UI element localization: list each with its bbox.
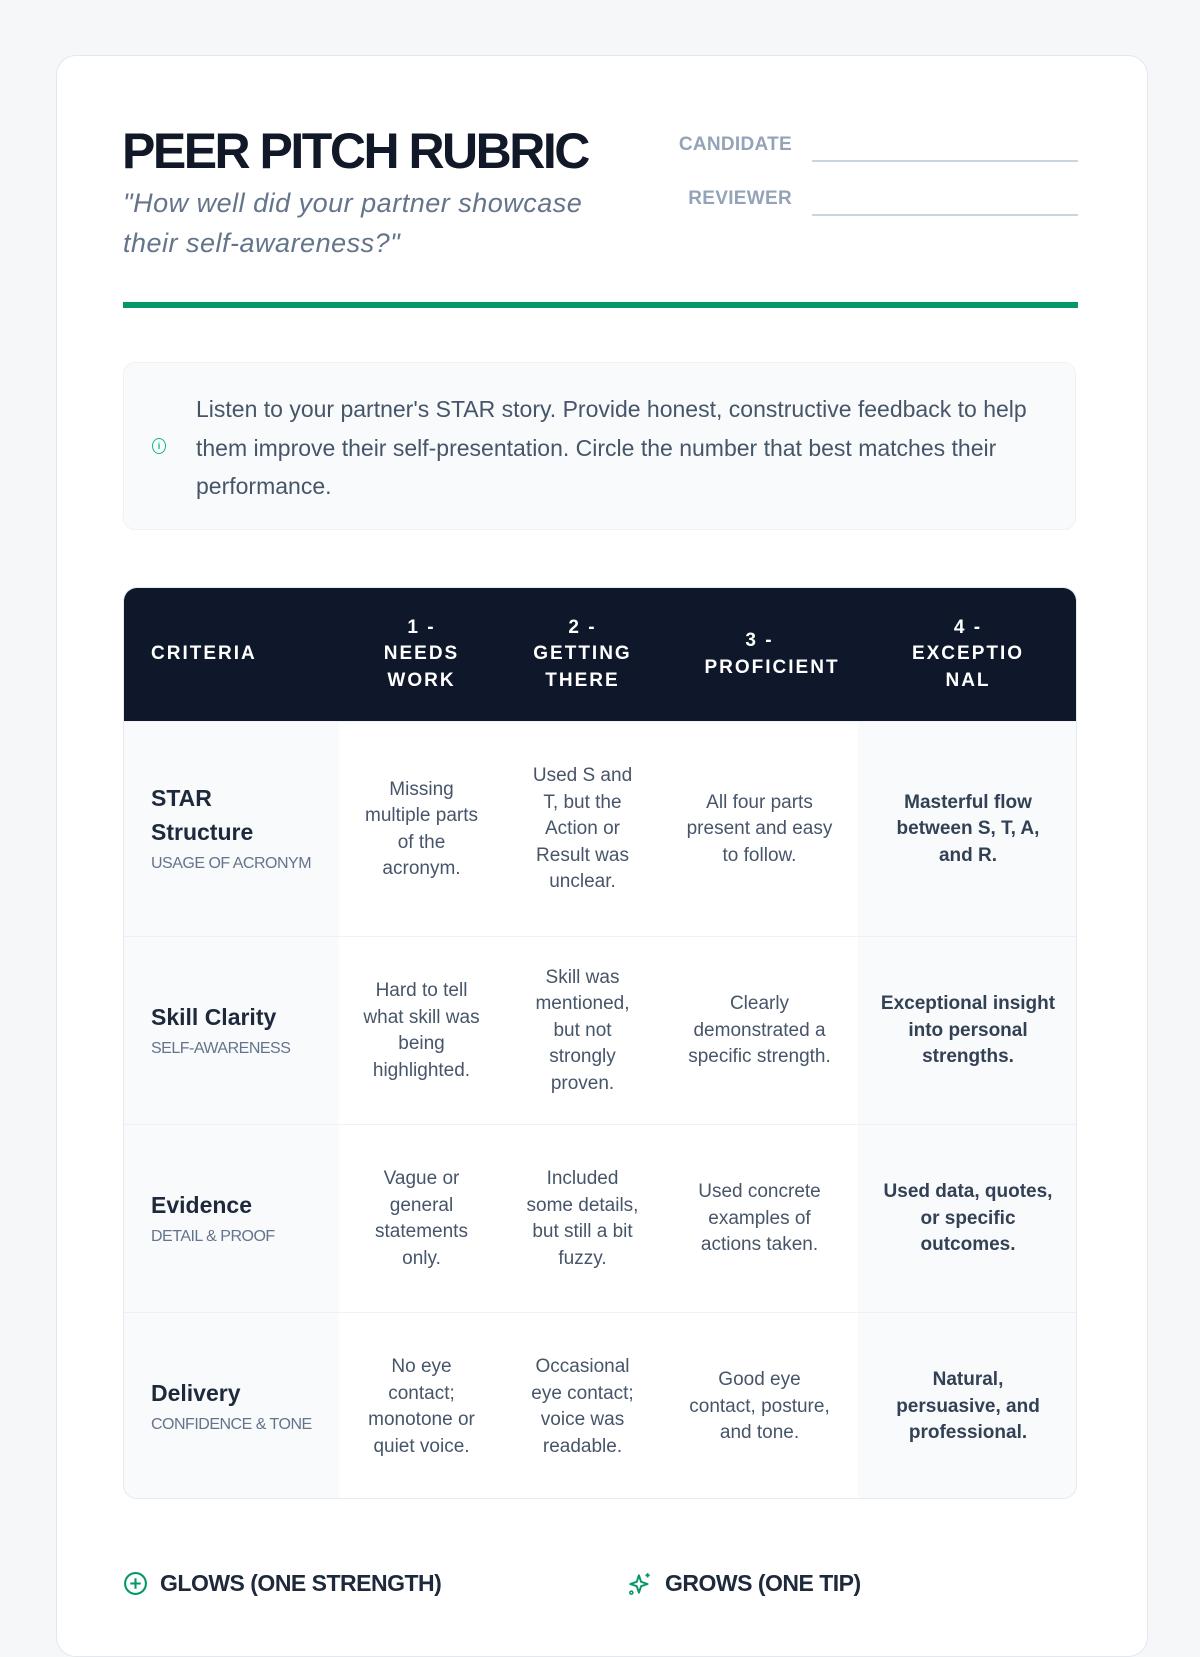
- header-criteria: CRITERIA: [151, 643, 257, 665]
- candidate-label: CANDIDATE: [678, 134, 792, 155]
- page-subtitle: "How well did your partner showcase their self-awareness?": [123, 188, 583, 258]
- criteria-name: STAR Structure: [151, 785, 254, 846]
- rubric-table: [123, 587, 1077, 1499]
- score-cell-1[interactable]: Missing multiple parts of the acronym.: [365, 778, 478, 879]
- score-cell-2[interactable]: Included some details, but still a bit fuzzy.: [526, 1168, 639, 1269]
- reviewer-input[interactable]: [812, 214, 1078, 216]
- grows-heading: GROWS (ONE TIP): [627, 1570, 861, 1597]
- header-divider: [123, 302, 1078, 308]
- score-cell-1[interactable]: Vague or general statements only.: [375, 1168, 468, 1269]
- header-level-4: 4 - EXCEPTIONAL: [911, 616, 1025, 691]
- reviewer-label: REVIEWER: [688, 188, 792, 209]
- criteria-subtitle: DETAIL & PROOF: [151, 1227, 275, 1245]
- score-cell-2[interactable]: Used S and T, but the Action or Result was unclear.: [532, 765, 633, 893]
- criteria-cell: [124, 1125, 339, 1313]
- info-circle-icon: i: [152, 438, 166, 454]
- page-title: PEER PITCH RUBRIC: [122, 123, 588, 179]
- header-level-2: 2 - GETTING THERE: [533, 616, 632, 691]
- instructions-text: Listen to your partner's STAR story. Provide honest, constructive feedback to help them improve their self-presentation. Circle the number that best matches their performance.: [196, 396, 1027, 499]
- score-cell-3[interactable]: Clearly demonstrated a specific strength.: [688, 993, 831, 1068]
- criteria-cell: [124, 1313, 339, 1499]
- score-cell-3[interactable]: All four parts present and easy to follow.: [686, 791, 833, 866]
- table-row-star-structure: [124, 721, 1076, 937]
- score-cell-1[interactable]: No eye contact; monotone or quiet voice.: [368, 1356, 475, 1457]
- criteria-name: Evidence: [151, 1191, 252, 1218]
- header-level-1: 1 - NEEDS WORK: [383, 616, 460, 691]
- glows-heading: GLOWS (ONE STRENGTH): [123, 1570, 441, 1597]
- table-header: [124, 588, 1076, 721]
- criteria-subtitle: SELF-AWARENESS: [151, 1039, 291, 1057]
- score-cell-1[interactable]: Hard to tell what skill was being highlighted.: [363, 980, 480, 1081]
- instructions-box: [123, 362, 1076, 530]
- reviewer-field: [660, 176, 1078, 216]
- criteria-cell: [124, 722, 339, 937]
- table-row-delivery: [124, 1312, 1076, 1499]
- table-row-evidence: [124, 1124, 1076, 1313]
- score-cell-3[interactable]: Good eye contact, posture, and tone.: [689, 1369, 830, 1444]
- header-level-3: 3 - PROFICIENT: [704, 630, 840, 678]
- candidate-field: [660, 122, 1078, 162]
- score-cell-2[interactable]: Skill was mentioned, but not strongly proven.: [535, 966, 630, 1094]
- plus-circle-icon: [123, 1571, 148, 1596]
- criteria-cell: [124, 937, 339, 1125]
- table-row-skill-clarity: [124, 936, 1076, 1125]
- score-cell-4[interactable]: Natural, persuasive, and professional.: [858, 1313, 1077, 1499]
- criteria-subtitle: CONFIDENCE & TONE: [151, 1415, 312, 1433]
- score-cell-4[interactable]: Masterful flow between S, T, A, and R.: [858, 722, 1077, 937]
- score-cell-4[interactable]: Exceptional insight into personal strengths.: [858, 937, 1077, 1125]
- score-cell-3[interactable]: Used concrete examples of actions taken.: [698, 1181, 821, 1256]
- score-cell-2[interactable]: Occasional eye contact; voice was readable.: [531, 1356, 634, 1457]
- score-cell-4[interactable]: Used data, quotes, or specific outcomes.: [858, 1125, 1077, 1313]
- sparkles-icon: [627, 1571, 653, 1597]
- candidate-input[interactable]: [812, 160, 1078, 162]
- criteria-name: Delivery: [151, 1379, 241, 1406]
- criteria-subtitle: USAGE OF ACRONYM: [151, 855, 312, 873]
- criteria-name: Skill Clarity: [151, 1003, 277, 1030]
